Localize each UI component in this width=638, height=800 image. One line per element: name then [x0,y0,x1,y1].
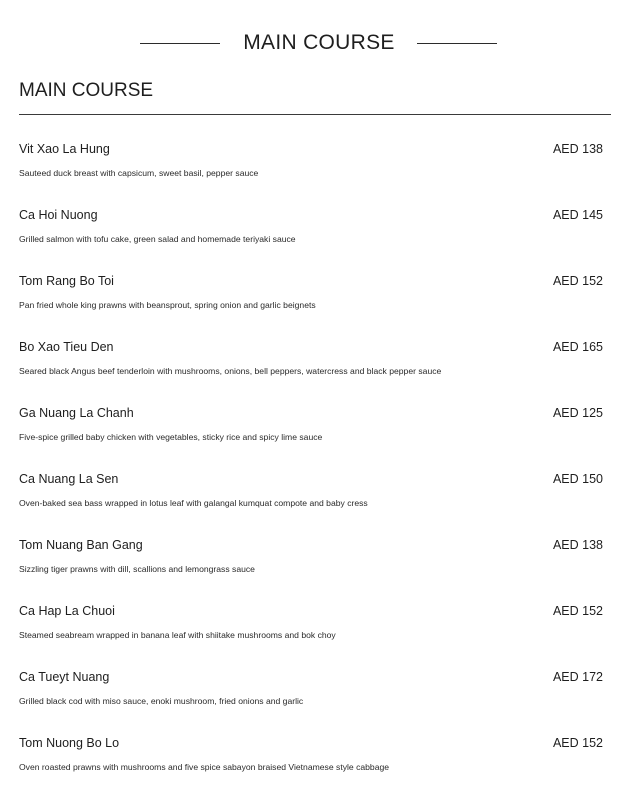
page-title: MAIN COURSE [243,31,395,54]
dish-name: Bo Xao Tieu Den [19,340,114,354]
dish-name: Ga Nuang La Chanh [19,406,134,420]
dish-price: AED 152 [552,604,603,618]
dish-price: AED 165 [552,340,603,354]
menu-item [19,203,603,269]
dish-description: Steamed seabream wrapped in banana leaf with shiitake mushrooms and bok choy [19,630,336,640]
dish-description: Grilled salmon with tofu cake, green salad and homemade teriyaki sauce [19,234,296,244]
dish-name: Tom Nuang Ban Gang [19,538,143,552]
dish-description: Five-spice grilled baby chicken with vegetables, sticky rice and spicy lime sauce [19,432,323,442]
menu-item [19,467,603,533]
dish-price: AED 145 [552,208,603,222]
dish-name: Ca Hoi Nuong [19,208,98,222]
dish-price: AED 172 [552,670,603,684]
menu-list [19,137,603,797]
dish-description: Pan fried whole king prawns with beansprout, spring onion and garlic beignets [19,300,316,310]
dish-description: Oven roasted prawns with mushrooms and five spice sabayon braised Vietnamese style cabbage [19,762,390,772]
dish-description: Seared black Angus beef tenderloin with mushrooms, onions, bell peppers, watercress and black pepper sauce [19,366,442,376]
dish-price: AED 152 [552,274,603,288]
menu-item [19,533,603,599]
menu-item [19,137,603,203]
dish-description: Sizzling tiger prawns with dill, scallions and lemongrass sauce [19,564,255,574]
dish-name: Vit Xao La Hung [19,142,110,156]
dish-price: AED 138 [552,142,603,156]
menu-item [19,401,603,467]
header-divider-right [417,43,497,44]
section-divider [19,114,611,115]
menu-item [19,269,603,335]
menu-item [19,731,603,797]
section-title: MAIN COURSE [19,80,154,101]
dish-name: Ca Hap La Chuoi [19,604,115,618]
menu-item [19,335,603,401]
dish-description: Sauteed duck breast with capsicum, sweet basil, pepper sauce [19,168,259,178]
dish-name: Ca Nuang La Sen [19,472,119,486]
dish-price: AED 138 [552,538,603,552]
dish-price: AED 152 [552,736,603,750]
dish-description: Oven-baked sea bass wrapped in lotus leaf with galangal kumquat compote and baby cress [19,498,368,508]
dish-name: Ca Tueyt Nuang [19,670,110,684]
dish-price: AED 125 [552,406,603,420]
menu-item [19,665,603,731]
dish-price: AED 150 [552,472,603,486]
dish-name: Tom Nuong Bo Lo [19,736,120,750]
dish-description: Grilled black cod with miso sauce, enoki mushroom, fried onions and garlic [19,696,304,706]
dish-name: Tom Rang Bo Toi [19,274,114,288]
menu-item [19,599,603,665]
page-header [0,28,638,58]
